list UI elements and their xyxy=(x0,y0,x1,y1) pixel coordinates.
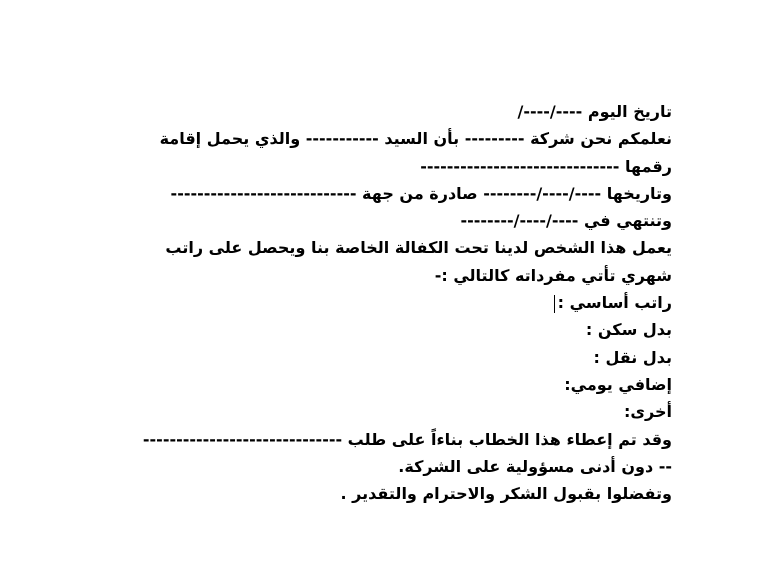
company-notice-line: نعلمكم نحن شركة --------- بأن السيد ----------- والذي يحمل إقامة xyxy=(159,129,672,149)
request-line: وقد تم إعطاء هذا الخطاب بناءاً على طلب ------------------------------ xyxy=(142,429,672,449)
transport-allowance-line: بدل نقل : xyxy=(593,347,672,367)
basic-salary-label: راتب أساسي : xyxy=(557,293,672,313)
sponsorship-line: يعمل هذا الشخص لدينا تحت الكفالة الخاصة بنا ويحصل على راتب xyxy=(165,238,672,258)
closing-line: وتفضلوا بقبول الشكر والاحترام والتقدير . xyxy=(340,484,672,504)
daily-overtime-line: إضافي يومي: xyxy=(564,374,672,394)
expiry-date-line: وتنتهي في ----/----/-------- xyxy=(460,211,672,231)
housing-allowance-line: بدل سكن : xyxy=(585,320,672,340)
residence-number-line: رقمها ------------------------------ xyxy=(420,156,672,176)
salary-intro-line: شهري تأتي مفرداته كالتالي :- xyxy=(434,265,672,285)
salary-certificate-letter xyxy=(110,98,672,507)
issue-date-line: وتاريخها ----/----/-------- صادرة من جهة ---------------------------- xyxy=(170,183,672,203)
basic-salary-row xyxy=(110,289,672,316)
other-line: أخرى: xyxy=(623,402,672,422)
text-cursor xyxy=(554,295,555,313)
date-line: تاريخ اليوم ----/----/ xyxy=(517,102,672,121)
liability-line: -- دون أدنى مسؤولية على الشركة. xyxy=(398,456,672,476)
